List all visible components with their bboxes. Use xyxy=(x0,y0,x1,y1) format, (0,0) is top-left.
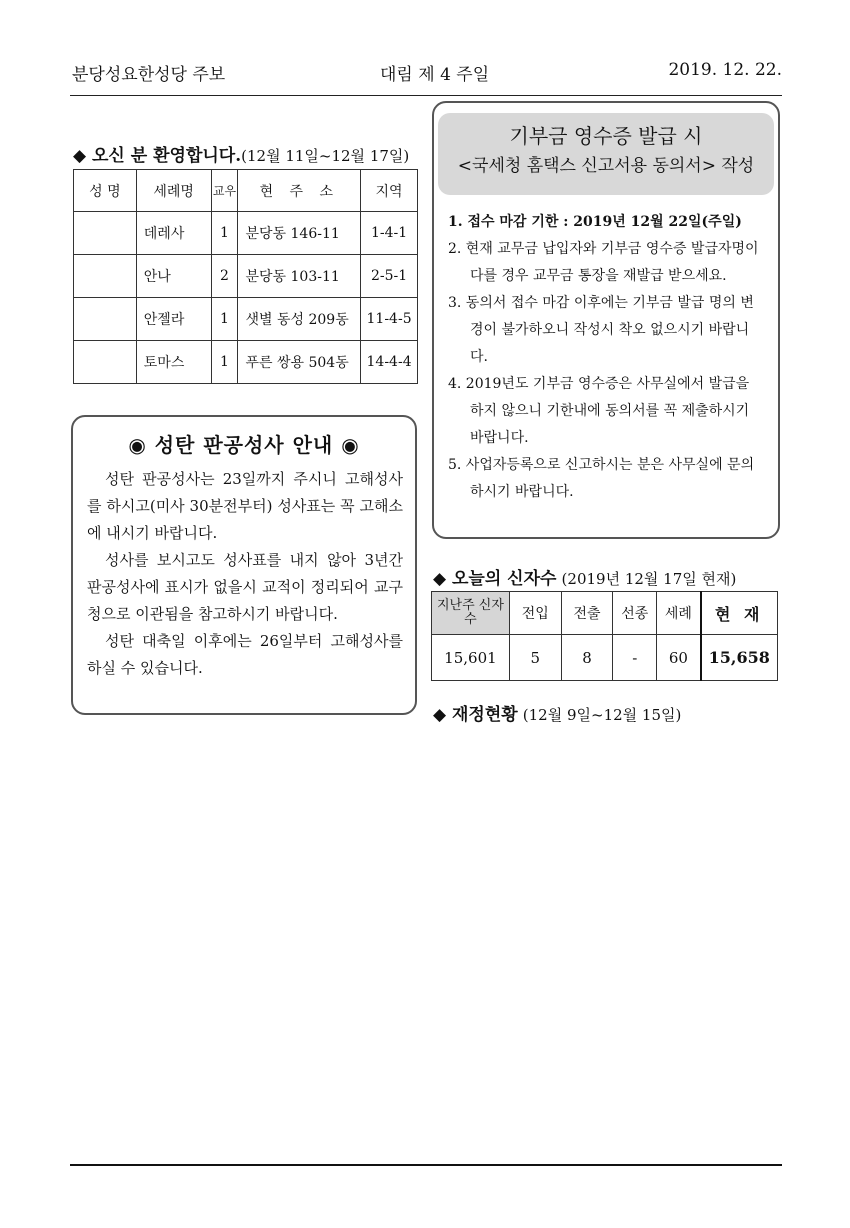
cell-name xyxy=(74,341,137,384)
column-header-transfer-out: 전출 xyxy=(561,592,613,635)
column-header-baptism: 세례 xyxy=(657,592,701,635)
cell-baptism: 안젤라 xyxy=(136,298,211,341)
confession-paragraph: 성사를 보시고도 성사표를 내지 않아 3년간 판공성사에 표시가 없을시 교적이 정리되어 교구청으로 이관됨을 참고하시기 바랍니다. xyxy=(87,551,403,623)
column-header-deceased: 선종 xyxy=(613,592,657,635)
table-header-row xyxy=(432,592,778,635)
newcomers-title: ◆ 오늘의 신자수 xyxy=(433,569,557,589)
column-header-current: 현 재 xyxy=(701,592,778,635)
finance-title: ◆ 재정현황 xyxy=(433,705,518,725)
cell-region: 14-4-4 xyxy=(361,341,418,384)
newcomers-asof: (2019년 12월 17일 현재) xyxy=(561,570,737,588)
list-item: 5. 사업자등록으로 신고하시는 분은 사무실에 문의하시기 바랍니다. xyxy=(448,457,755,500)
cell-current: 15,658 xyxy=(701,635,778,681)
table-row xyxy=(74,255,418,298)
cell-last-week: 15,601 xyxy=(432,635,510,681)
welcome-section-title xyxy=(73,141,409,166)
bulletin-date: 2019. 12. 22. xyxy=(668,60,782,80)
column-header-last-week: 지난주 신자수 xyxy=(432,592,510,635)
welcome-period: (12월 11일~12월 17일) xyxy=(241,147,410,165)
receipt-subtitle: <국세청 홈택스 신고서용 동의서> 작성 xyxy=(457,156,755,176)
cell-name xyxy=(74,298,137,341)
column-header-transfer-in: 전입 xyxy=(509,592,561,635)
cell-address: 샛별 동성 209동 xyxy=(238,298,361,341)
column-header-baptism: 세례명 xyxy=(136,170,211,212)
confession-notice-title: ◉ 성탄 판공성사 안내 ◉ xyxy=(128,433,360,457)
cell-region: 2-5-1 xyxy=(361,255,418,298)
column-header-region: 지역 xyxy=(361,170,418,212)
cell-name xyxy=(74,255,137,298)
cell-count: 1 xyxy=(211,298,238,341)
list-item: 1. 접수 마감 기한 : 2019년 12월 22일(주일) xyxy=(448,214,742,230)
welcome-table xyxy=(73,169,418,384)
liturgical-week: 대림 제 4 주일 xyxy=(380,65,490,85)
cell-name xyxy=(74,212,137,255)
cell-region: 11-4-5 xyxy=(361,298,418,341)
cell-transfer-in: 5 xyxy=(509,635,561,681)
cell-count: 2 xyxy=(211,255,238,298)
cell-baptism: 데레사 xyxy=(136,212,211,255)
column-header-address: 현 주 소 xyxy=(238,170,361,212)
parishioner-count-table xyxy=(431,591,778,681)
receipt-list xyxy=(434,195,778,506)
table-row xyxy=(74,341,418,384)
receipt-banner xyxy=(438,113,774,195)
table-row xyxy=(74,212,418,255)
receipt-title: 기부금 영수증 발급 시 xyxy=(509,124,703,148)
bulletin-header xyxy=(70,58,782,96)
list-item: 4. 2019년도 기부금 영수증은 사무실에서 발급을 하지 않으니 기한내에 동의서를 꼭 제출하시기 바랍니다. xyxy=(448,376,750,446)
cell-count: 1 xyxy=(211,212,238,255)
welcome-title: ◆ 오신 분 환영합니다. xyxy=(73,146,242,166)
column-header-name: 성 명 xyxy=(74,170,137,212)
parish-bulletin-name: 분당성요한성당 주보 xyxy=(72,65,226,85)
table-row xyxy=(432,635,778,681)
cell-baptism: 안나 xyxy=(136,255,211,298)
finance-period: (12월 9일~12월 15일) xyxy=(522,706,682,724)
confession-notice-box xyxy=(71,415,417,715)
table-row xyxy=(74,298,418,341)
donation-receipt-box xyxy=(432,101,780,539)
cell-region: 1-4-1 xyxy=(361,212,418,255)
newcomers-section-title xyxy=(433,564,736,589)
footer-divider xyxy=(70,1164,782,1166)
list-item: 2. 현재 교무금 납입자와 기부금 영수증 발급자명이 다를 경우 교무금 통장을 재발급 받으세요. xyxy=(448,241,759,284)
cell-transfer-out: 8 xyxy=(561,635,613,681)
cell-count: 1 xyxy=(211,341,238,384)
confession-paragraph: 성탄 대축일 이후에는 26일부터 고해성사를 하실 수 있습니다. xyxy=(87,632,403,677)
confession-notice-body xyxy=(73,458,415,682)
cell-address: 푸른 쌍용 504동 xyxy=(238,341,361,384)
list-item: 3. 동의서 접수 마감 이후에는 기부금 발급 명의 변경이 불가하오니 작성시 착오 없으시기 바랍니다. xyxy=(448,295,754,365)
cell-address: 분당동 146-11 xyxy=(238,212,361,255)
confession-paragraph: 성탄 판공성사는 23일까지 주시니 고해성사를 하시고(미사 30분전부터) 성사표는 꼭 고해소에 내시기 바랍니다. xyxy=(87,470,403,542)
cell-deceased: - xyxy=(613,635,657,681)
table-header-row xyxy=(74,170,418,212)
column-header-count: 교우 xyxy=(211,170,238,212)
cell-address: 분당동 103-11 xyxy=(238,255,361,298)
cell-baptism: 60 xyxy=(657,635,701,681)
finance-section-title xyxy=(433,700,681,725)
cell-baptism: 토마스 xyxy=(136,341,211,384)
